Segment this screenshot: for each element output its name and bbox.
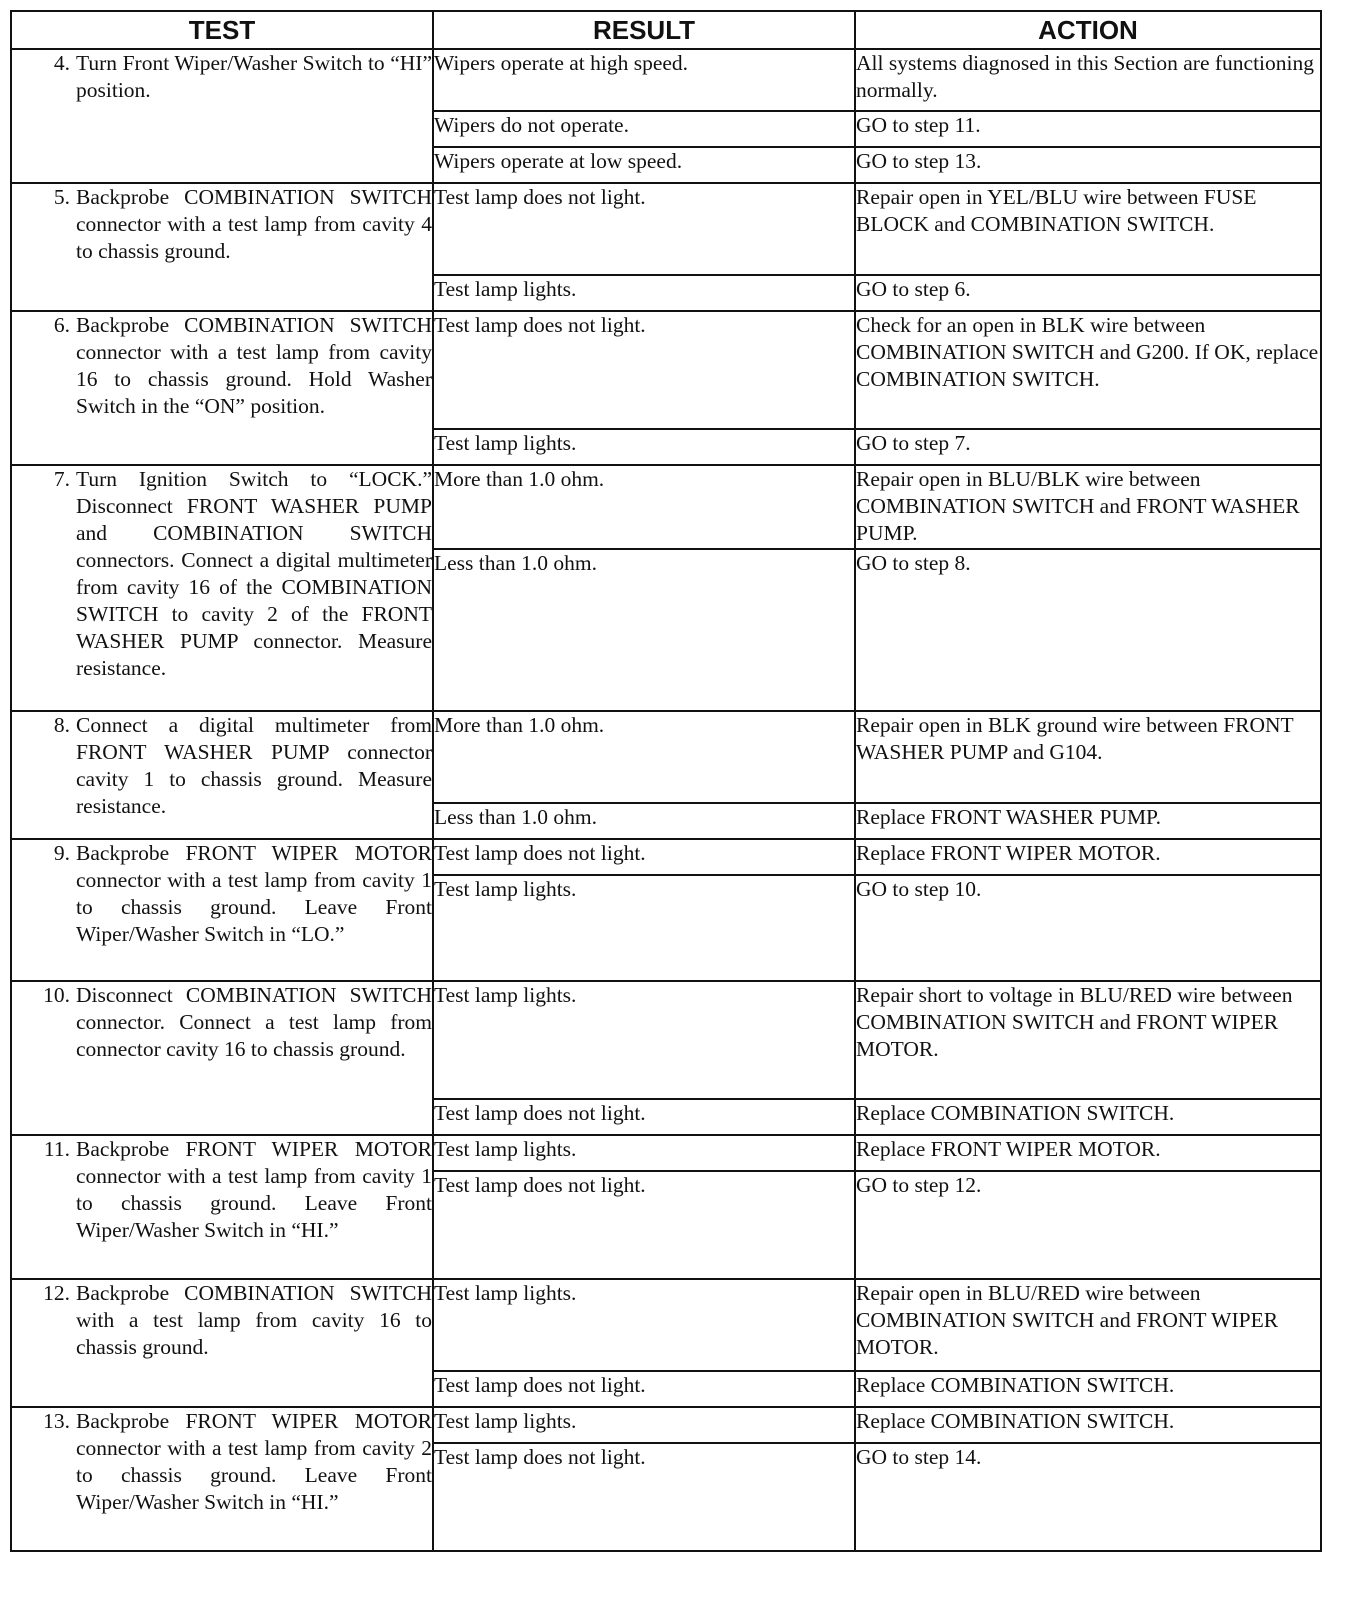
test-cell <box>11 183 433 311</box>
step-number: 7. <box>53 467 70 491</box>
result-cell: Test lamp lights. <box>433 981 855 1099</box>
action-cell: Replace COMBINATION SWITCH. <box>855 1099 1321 1135</box>
action-cell: GO to step 7. <box>855 429 1321 465</box>
action-cell: GO to step 13. <box>855 147 1321 183</box>
step-number: 13. <box>43 1409 70 1433</box>
table-row <box>11 981 1321 1099</box>
result-cell: More than 1.0 ohm. <box>433 711 855 803</box>
test-instruction: Backprobe COMBINATION SWITCH connector with a test lamp from cavity 16 to chassis ground. Hold Washer Switch in the “ON” position. <box>76 313 432 418</box>
header-row <box>11 11 1321 49</box>
test-cell <box>11 981 433 1135</box>
action-cell: Replace FRONT WIPER MOTOR. <box>855 839 1321 875</box>
action-cell: Repair open in YEL/BLU wire between FUSE BLOCK and COMBINATION SWITCH. <box>855 183 1321 275</box>
result-cell: Less than 1.0 ohm. <box>433 549 855 711</box>
test-instruction: Backprobe COMBINATION SWITCH with a test lamp from cavity 16 to chassis ground. <box>76 1281 432 1359</box>
result-column-header: RESULT <box>433 11 855 49</box>
action-column-header: ACTION <box>855 11 1321 49</box>
result-cell: More than 1.0 ohm. <box>433 465 855 549</box>
action-cell: GO to step 12. <box>855 1171 1321 1279</box>
test-cell <box>11 1407 433 1551</box>
step-number: 12. <box>43 1281 70 1305</box>
table-row <box>11 711 1321 803</box>
action-cell: Replace COMBINATION SWITCH. <box>855 1407 1321 1443</box>
test-instruction: Backprobe FRONT WIPER MOTOR connector with a test lamp from cavity 1 to chassis ground. Leave Front Wiper/Washer Switch in “HI.” <box>76 1137 432 1242</box>
action-cell: Check for an open in BLK wire between COMBINATION SWITCH and G200. If OK, replace COMBINATION SWITCH. <box>855 311 1321 429</box>
step-number: 4. <box>53 51 70 75</box>
action-cell: Repair open in BLK ground wire between FRONT WASHER PUMP and G104. <box>855 711 1321 803</box>
table-row <box>11 49 1321 111</box>
test-cell <box>11 839 433 981</box>
test-instruction: Disconnect COMBINATION SWITCH connector. Connect a test lamp from connector cavity 16 to chassis ground. <box>76 983 432 1061</box>
test-cell <box>11 1279 433 1407</box>
action-cell: Repair short to voltage in BLU/RED wire between COMBINATION SWITCH and FRONT WIPER MOTOR. <box>855 981 1321 1099</box>
test-instruction: Backprobe FRONT WIPER MOTOR connector with a test lamp from cavity 1 to chassis ground. Leave Front Wiper/Washer Switch in “LO.” <box>76 841 432 946</box>
action-cell: All systems diagnosed in this Section are functioning normally. <box>855 49 1321 111</box>
table-row <box>11 839 1321 875</box>
result-cell: Less than 1.0 ohm. <box>433 803 855 839</box>
test-cell <box>11 311 433 465</box>
action-cell: GO to step 8. <box>855 549 1321 711</box>
table-row <box>11 1279 1321 1371</box>
result-cell: Test lamp does not light. <box>433 311 855 429</box>
action-cell: Repair open in BLU/BLK wire between COMBINATION SWITCH and FRONT WASHER PUMP. <box>855 465 1321 549</box>
table-row <box>11 311 1321 429</box>
result-cell: Test lamp lights. <box>433 1135 855 1171</box>
test-cell <box>11 49 433 183</box>
result-cell: Wipers do not operate. <box>433 111 855 147</box>
action-cell: GO to step 6. <box>855 275 1321 311</box>
test-instruction: Backprobe COMBINATION SWITCH connector with a test lamp from cavity 4 to chassis ground. <box>76 185 432 263</box>
action-cell: Repair open in BLU/RED wire between COMBINATION SWITCH and FRONT WIPER MOTOR. <box>855 1279 1321 1371</box>
result-cell: Test lamp lights. <box>433 1407 855 1443</box>
table-row <box>11 1135 1321 1171</box>
step-number: 6. <box>53 313 70 337</box>
result-cell: Test lamp lights. <box>433 1279 855 1371</box>
result-cell: Test lamp does not light. <box>433 1371 855 1407</box>
result-cell: Test lamp lights. <box>433 275 855 311</box>
step-number: 5. <box>53 185 70 209</box>
table-row <box>11 1407 1321 1443</box>
step-number: 9. <box>53 841 70 865</box>
test-cell <box>11 1135 433 1279</box>
result-cell: Test lamp does not light. <box>433 839 855 875</box>
table-row <box>11 465 1321 549</box>
result-cell: Test lamp does not light. <box>433 1099 855 1135</box>
action-cell: GO to step 14. <box>855 1443 1321 1551</box>
diagnostic-table <box>10 10 1322 1552</box>
action-cell: GO to step 11. <box>855 111 1321 147</box>
test-cell <box>11 711 433 839</box>
action-cell: Replace COMBINATION SWITCH. <box>855 1371 1321 1407</box>
table-body <box>11 49 1321 1551</box>
result-cell: Test lamp does not light. <box>433 183 855 275</box>
result-cell: Wipers operate at high speed. <box>433 49 855 111</box>
step-number: 10. <box>43 983 70 1007</box>
action-cell: GO to step 10. <box>855 875 1321 981</box>
step-number: 11. <box>43 1137 70 1161</box>
test-column-header: TEST <box>11 11 433 49</box>
result-cell: Test lamp does not light. <box>433 1171 855 1279</box>
step-number: 8. <box>53 713 70 737</box>
action-cell: Replace FRONT WASHER PUMP. <box>855 803 1321 839</box>
result-cell: Test lamp does not light. <box>433 1443 855 1551</box>
action-cell: Replace FRONT WIPER MOTOR. <box>855 1135 1321 1171</box>
test-instruction: Backprobe FRONT WIPER MOTOR connector with a test lamp from cavity 2 to chassis ground. Leave Front Wiper/Washer Switch in “HI.” <box>76 1409 432 1514</box>
test-instruction: Connect a digital multimeter from FRONT WASHER PUMP connector cavity 1 to chassis ground. Measure resistance. <box>76 713 432 818</box>
test-instruction: Turn Front Wiper/Washer Switch to “HI” position. <box>76 51 432 102</box>
result-cell: Test lamp lights. <box>433 875 855 981</box>
table-row <box>11 183 1321 275</box>
result-cell: Test lamp lights. <box>433 429 855 465</box>
test-cell <box>11 465 433 711</box>
result-cell: Wipers operate at low speed. <box>433 147 855 183</box>
test-instruction: Turn Ignition Switch to “LOCK.” Disconnect FRONT WASHER PUMP and COMBINATION SWITCH connectors. Connect a digital multimeter from cavity 16 of the COMBINATION SWITCH to cavity 2 of the FRONT WASHER PUMP connector. Measure resistance. <box>76 467 432 680</box>
